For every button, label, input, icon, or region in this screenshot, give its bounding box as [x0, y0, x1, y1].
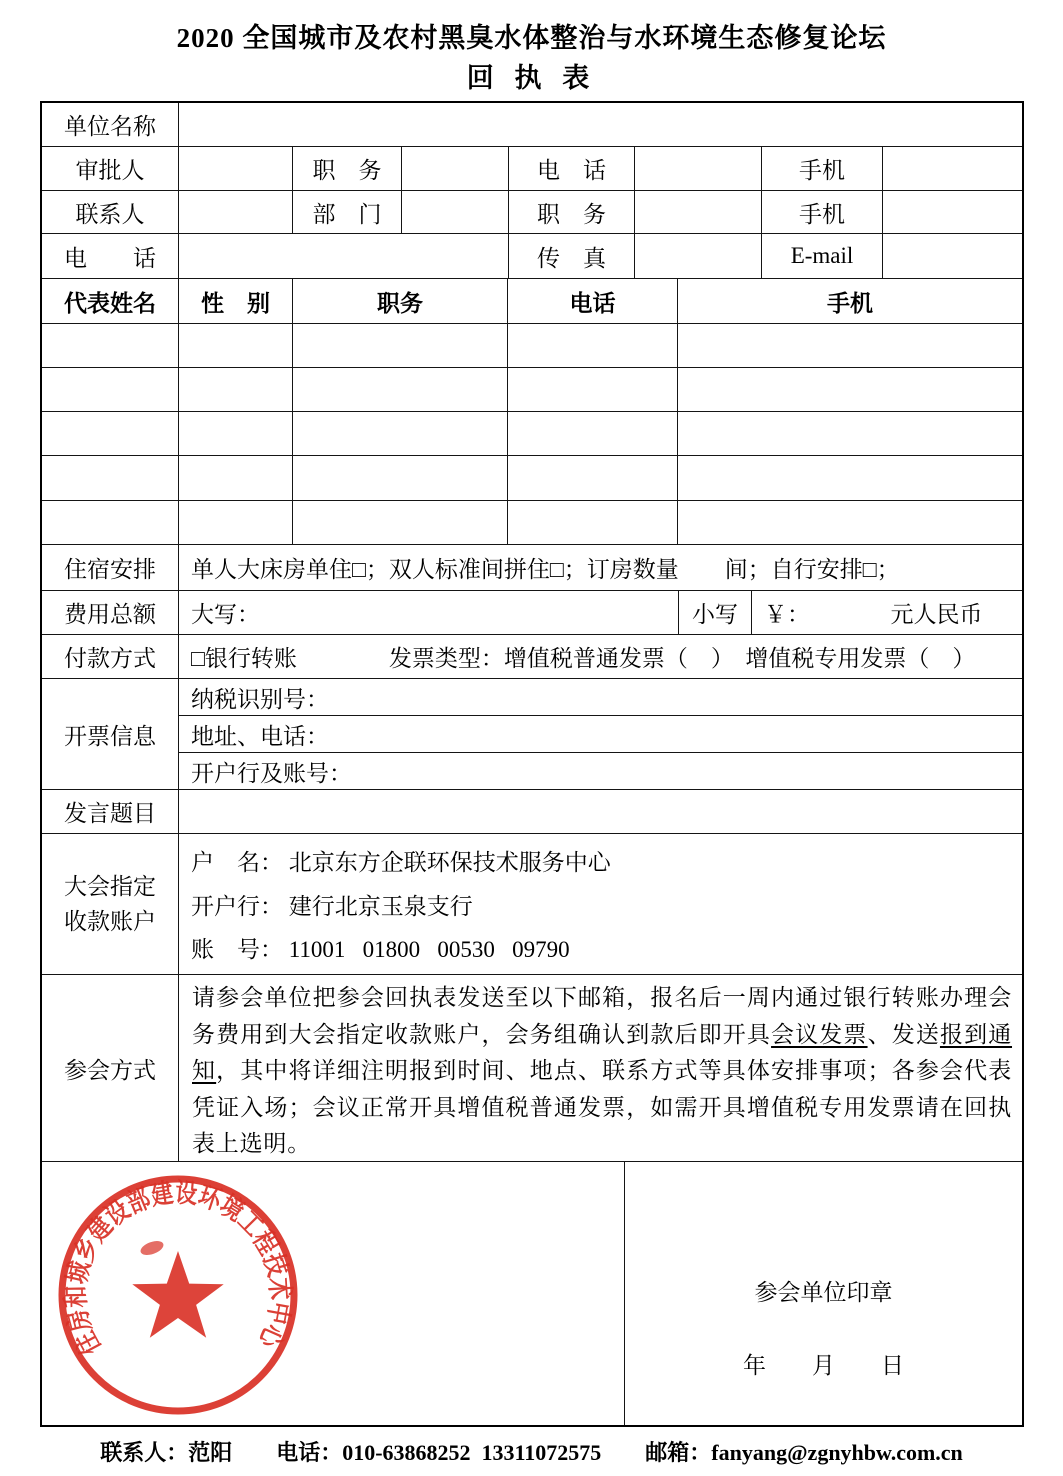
rep-name-blank-field: [42, 501, 179, 544]
account-bank-name: 开户行： 建行北京玉泉支行: [191, 893, 473, 919]
rep-name-blank-field: [42, 324, 179, 367]
contact-mobile-label: 手机: [762, 191, 883, 233]
rep-phone-blank-field: [508, 368, 678, 411]
approver-label: 审批人: [42, 147, 179, 190]
rep-row-1: [42, 324, 1022, 368]
participant-seal-cell: [625, 1162, 1022, 1425]
rep-gender-blank-field: [179, 501, 293, 544]
approver-position-label: 职 务: [293, 147, 402, 190]
email-blank-field: [883, 234, 1022, 278]
row-participation: [42, 975, 1022, 1162]
rep-position-blank-field: [293, 456, 508, 500]
fax-blank-field: [635, 234, 762, 278]
rep-gender-blank-field: [179, 368, 293, 411]
seal-ink-blot: [139, 1238, 166, 1257]
approver-phone-label: 电 话: [509, 147, 635, 190]
payment-method-label: 付款方式: [42, 635, 179, 678]
participation-paragraph: 请参会单位把参会回执表发送至以下邮箱，报名后一周内通过银行转账办理会务费用到大会指定收款账户，会务组确认到款后即开具会议发票、发送报到通知，其中将详细注明报到时间、地点、联系方式等具体安排事项；各参会代表凭证入场；会议正常开具增值税普通发票，如需开具增值税专用发票请在回执表上选明。: [192, 985, 1013, 1157]
rep-position-blank-field: [293, 501, 508, 544]
form-title: 2020 全国城市及农村黑臭水体整治与水环境生态修复论坛: [176, 23, 887, 53]
designated-account-label: [42, 834, 179, 974]
rep-row-3: [42, 412, 1022, 456]
row-invoice-info: [42, 679, 1022, 790]
accommodation-label: 住宿安排: [42, 545, 179, 590]
rep-position-blank-field: [293, 368, 508, 411]
invoice-info-label: 开票信息: [42, 679, 179, 789]
seal-star-icon: [132, 1251, 223, 1338]
phone-label: 电 话: [42, 234, 179, 278]
row-representative-header: [42, 279, 1022, 324]
rep-mobile-blank-field: [678, 501, 1022, 544]
total-fee-label: 费用总额: [42, 591, 179, 634]
rep-phone-blank-field: [508, 501, 678, 544]
rep-name-blank-field: [42, 368, 179, 411]
row-phone-fax-email: [42, 234, 1022, 279]
contact-department-blank-field: [402, 191, 509, 233]
rep-row-2: [42, 368, 1022, 412]
row-seal: [42, 1162, 1022, 1425]
rep-gender-header: 性 别: [179, 279, 293, 323]
rep-gender-blank-field: [179, 412, 293, 455]
bank-account-field: 开户行及账号：: [191, 760, 352, 786]
contact-footer: 联系人：范阳 电话：010-63868252 13311072575 邮箱：fanyang@zgnyhbw.com.cn: [100, 1440, 963, 1465]
approver-mobile-label: 手机: [762, 147, 883, 190]
rep-gender-blank-field: [179, 456, 293, 500]
speech-topic-blank-field: [179, 790, 1022, 833]
fax-label: 传 真: [509, 234, 635, 278]
unit-name-blank-field: [179, 103, 1022, 146]
speech-topic-label: 发言题目: [42, 790, 179, 833]
row-total-fee: [42, 591, 1022, 635]
phone-blank-field: [179, 234, 509, 278]
designated-account-details: [179, 834, 1022, 974]
participant-seal-caption: 参会单位印章: [754, 1280, 893, 1305]
contact-label: 联系人: [42, 191, 179, 233]
amount-in-words-field: 大写：: [179, 591, 679, 634]
approver-name-blank-field: [179, 147, 293, 190]
contact-position-label: 职 务: [509, 191, 635, 233]
amount-in-figures-field: ￥： 元人民币: [764, 602, 983, 627]
rep-mobile-header: 手机: [827, 290, 873, 316]
row-approver: [42, 147, 1022, 191]
reply-form-table: [40, 101, 1024, 1427]
row-unit-name: [42, 103, 1022, 147]
row-designated-account: [42, 834, 1022, 975]
rep-row-5: [42, 501, 1022, 545]
payment-method-options: □银行转账 发票类型：增值税普通发票（ ） 增值税专用发票（ ）: [191, 646, 976, 671]
amount-in-figures-label: 小写: [679, 591, 752, 634]
invoice-info-fields: [179, 679, 1022, 789]
seal-arc-text: 住房和城乡建设部建设环境工程技术中心: [60, 1176, 296, 1361]
designated-account-label-line1: 大会指定: [64, 874, 156, 899]
rep-name-blank-field: [42, 412, 179, 455]
row-contact: [42, 191, 1022, 234]
rep-name-header: 代表姓名: [42, 279, 179, 323]
rep-position-header: 职务: [293, 279, 508, 323]
address-phone-field: 地址、电话：: [179, 716, 1022, 753]
row-payment-method: [42, 635, 1022, 679]
organizer-seal-cell: [42, 1162, 625, 1425]
unit-name-label: 单位名称: [42, 103, 179, 146]
rep-mobile-blank-field: [678, 368, 1022, 411]
row-accommodation: [42, 545, 1022, 591]
rep-phone-blank-field: [508, 324, 678, 367]
form-subtitle: 回 执 表: [466, 63, 597, 93]
rep-phone-blank-field: [508, 412, 678, 455]
rep-position-blank-field: [293, 324, 508, 367]
rep-phone-blank-field: [508, 456, 678, 500]
participation-label: 参会方式: [42, 975, 179, 1161]
approver-phone-blank-field: [635, 147, 762, 190]
account-number: 账 号： 11001 01800 00530 09790: [191, 936, 570, 962]
rep-mobile-blank-field: [678, 456, 1022, 500]
rep-mobile-blank-field: [678, 412, 1022, 455]
rep-name-blank-field: [42, 456, 179, 500]
approver-mobile-blank-field: [883, 147, 1022, 190]
approver-position-blank-field: [402, 147, 509, 190]
designated-account-label-line2: 收款账户: [64, 909, 156, 934]
tax-id-field: 纳税识别号：: [179, 679, 1022, 716]
email-label: E-mail: [762, 234, 883, 278]
participation-instructions: [179, 975, 1022, 1161]
seal-date-line: 年 月 日: [743, 1353, 904, 1378]
contact-position-blank-field: [635, 191, 762, 233]
contact-name-blank-field: [179, 191, 293, 233]
accommodation-options: 单人大床房单住□；双人标准间拼住□；订房数量 间；自行安排□；: [191, 557, 900, 582]
account-holder-name: 户 名： 北京东方企联环保技术服务中心: [191, 850, 611, 876]
rep-gender-blank-field: [179, 324, 293, 367]
rep-mobile-blank-field: [678, 324, 1022, 367]
row-speech-topic: [42, 790, 1022, 834]
contact-department-label: 部 门: [293, 191, 402, 233]
contact-mobile-blank-field: [883, 191, 1022, 233]
official-seal-stamp: [55, 1172, 301, 1418]
rep-row-4: [42, 456, 1022, 501]
rep-phone-header: 电话: [508, 279, 678, 323]
rep-position-blank-field: [293, 412, 508, 455]
